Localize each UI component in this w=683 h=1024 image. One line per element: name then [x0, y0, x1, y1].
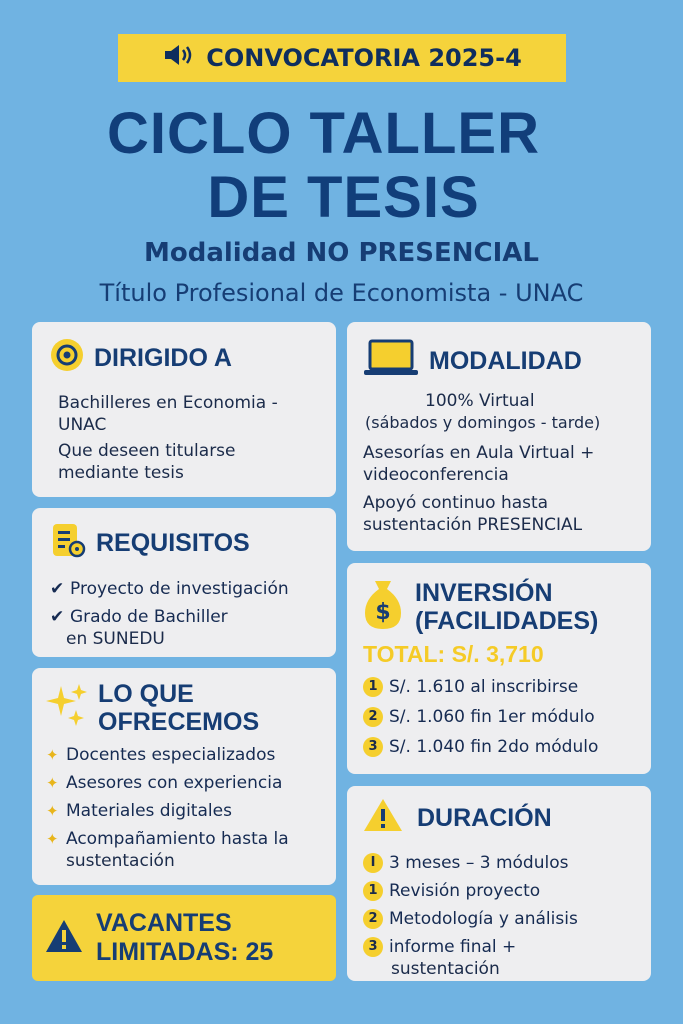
check-icon: ✔	[50, 579, 65, 599]
inversion-card	[347, 563, 651, 774]
star-icon: ✦	[46, 802, 59, 820]
requisitos-card	[32, 508, 336, 657]
modalidad-card	[347, 322, 651, 551]
payment-item: 2 S/. 1.060 fin 1er módulo	[363, 706, 641, 728]
modalidad-line: videoconferencia	[363, 465, 509, 485]
warning-icon	[44, 918, 84, 958]
ofrecemos-item: ✦ Materiales digitales	[46, 801, 232, 821]
dirigido-heading: DIRIGIDO A	[50, 338, 322, 378]
requisitos-heading: REQUISITOS	[50, 522, 322, 564]
payment-item: 1 S/. 1.610 al inscribirse	[363, 676, 641, 698]
duracion-item-cont: sustentación	[391, 959, 500, 979]
duracion-heading: DURACIÓN	[363, 798, 641, 838]
ofrecemos-card	[32, 668, 336, 885]
target-user-icon	[50, 338, 84, 378]
inversion-heading: $ INVERSIÓN (FACILIDADES)	[363, 575, 641, 637]
ofrecemos-heading: LO QUE OFRECEMOS	[46, 680, 324, 736]
dirigido-card	[32, 322, 336, 497]
star-icon: ✦	[46, 774, 59, 792]
check-icon: ✔	[50, 607, 65, 627]
modalidad-line: Apoyó continuo hasta	[363, 493, 549, 513]
laptop-icon	[363, 338, 419, 384]
dirigido-line: mediante tesis	[58, 463, 184, 483]
star-icon: ✦	[46, 746, 59, 764]
requisito-item: ✔ Proyecto de investigación	[50, 579, 289, 599]
dirigido-line: Bachilleres en Economia -	[58, 393, 278, 413]
vacantes-line2: LIMITADAS: 25	[96, 938, 274, 966]
vacantes-line1: VACANTES	[96, 909, 232, 937]
money-bag-icon	[363, 575, 403, 637]
inversion-total: TOTAL: S/. 3,710	[363, 641, 544, 667]
duracion-item: 3 informe final +	[363, 936, 641, 958]
modalidad-line: sustentación PRESENCIAL	[363, 515, 583, 535]
speaker-icon	[162, 42, 196, 74]
duracion-item: I 3 meses – 3 módulos	[363, 852, 641, 874]
document-icon	[50, 522, 86, 564]
page-title-line2: DE TESIS	[207, 165, 480, 230]
vacantes-box	[32, 895, 336, 981]
ofrecemos-item: ✦ Asesores con experiencia	[46, 773, 283, 793]
requisito-item: ✔ Grado de Bachiller	[50, 607, 228, 627]
ofrecemos-item-cont: sustentación	[66, 851, 175, 871]
duracion-item: 1 Revisión proyecto	[363, 880, 641, 902]
dirigido-line: UNAC	[58, 415, 107, 435]
modalidad-line: Asesorías en Aula Virtual +	[363, 443, 595, 463]
banner-text: CONVOCATORIA 2025-4	[206, 44, 522, 72]
ofrecemos-item: ✦ Docentes especializados	[46, 745, 276, 765]
convocatoria-banner	[118, 34, 566, 82]
duracion-item: 2 Metodología y análisis	[363, 908, 641, 930]
payment-item: 3 S/. 1.040 fin 2do módulo	[363, 736, 641, 758]
degree-subtitle: Título Profesional de Economista - UNAC	[99, 279, 584, 307]
svg-text:$: $	[375, 600, 391, 625]
sparkles-icon	[46, 682, 88, 734]
modalidad-virtual: 100% Virtual	[425, 391, 535, 411]
modalidad-heading: MODALIDAD	[363, 338, 641, 384]
requisito-item-cont: en SUNEDU	[66, 629, 165, 649]
star-icon: ✦	[46, 830, 59, 848]
warning-icon	[363, 798, 403, 838]
dirigido-line: Que deseen titularse	[58, 441, 236, 461]
duracion-card	[347, 786, 651, 981]
modalidad-schedule: (sábados y domingos - tarde)	[365, 413, 601, 432]
modality-subtitle: Modalidad NO PRESENCIAL	[144, 238, 539, 268]
ofrecemos-item: ✦ Acompañamiento hasta la	[46, 829, 289, 849]
page-title-line1: CICLO TALLER	[107, 101, 540, 166]
